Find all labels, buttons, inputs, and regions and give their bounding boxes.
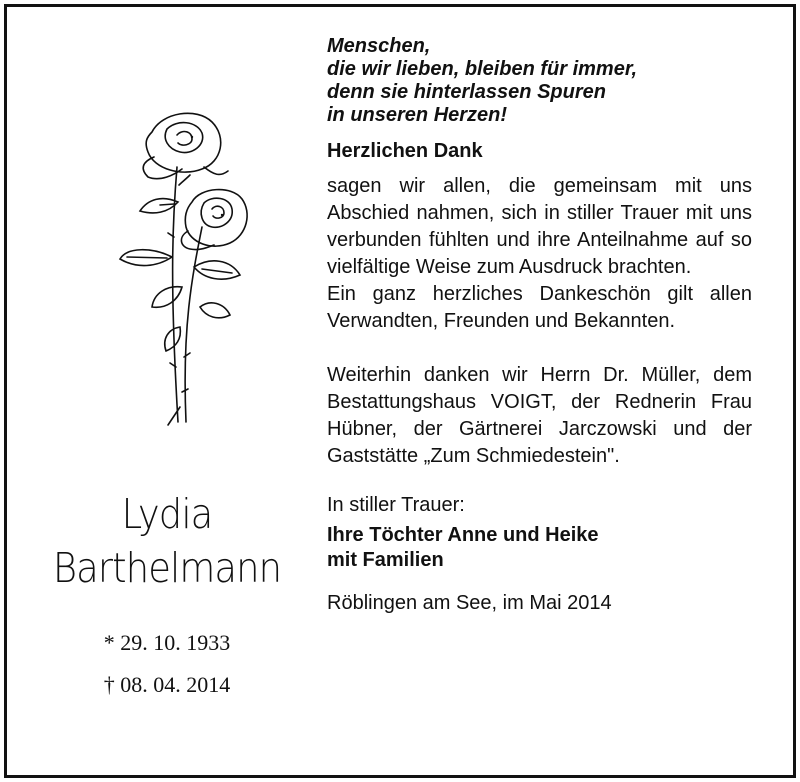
- birth-date: * 29. 10. 1933: [103, 630, 231, 655]
- thanks-paragraph-1: sagen wir allen, die gemeinsam mit uns Abschied nahmen, sich in stiller Trauer mit uns verbunden fühlten und ihre Anteilnahme auf so vielfältige Weise zum Ausdruck brachten.: [327, 175, 752, 278]
- motto-quote: [327, 35, 752, 127]
- death-date: † 08. 04. 2014: [103, 672, 231, 697]
- thanks-paragraph-2: Weiterhin danken wir Herrn Dr. Müller, dem Bestattungshaus VOIGT, der Rednerin Frau Hübner, der Gärtnerei Jarczowski und der Gaststätte „Zum Schmiedestein".: [327, 364, 752, 467]
- family-signature: [327, 523, 752, 573]
- deceased-name: [32, 487, 302, 595]
- family-line: Ihre Töchter Anne und Heike: [327, 524, 599, 546]
- motto-line: denn sie hinterlassen Spuren: [327, 81, 606, 103]
- mourning-intro: In stiller Trauer:: [327, 494, 465, 516]
- right-column: [327, 35, 752, 617]
- thanks-body: [327, 173, 752, 470]
- last-name: Barthelmann: [52, 544, 282, 592]
- life-dates: [17, 622, 317, 706]
- obituary-card: [4, 4, 796, 778]
- place-and-date: Röblingen am See, im Mai 2014: [327, 592, 612, 614]
- thanks-heading: Herzlichen Dank: [327, 140, 483, 162]
- rose-illustration: [82, 107, 282, 427]
- family-line: mit Familien: [327, 549, 444, 571]
- motto-line: in unseren Herzen!: [327, 104, 508, 126]
- first-name: Lydia: [121, 490, 213, 538]
- motto-line: Menschen,: [327, 35, 431, 57]
- left-column: [17, 7, 317, 775]
- thanks-paragraph-1b: Ein ganz herzliches Dankeschön gilt allen Verwandten, Freunden und Bekannten.: [327, 283, 752, 332]
- motto-line: die wir lieben, bleiben für immer,: [327, 58, 638, 80]
